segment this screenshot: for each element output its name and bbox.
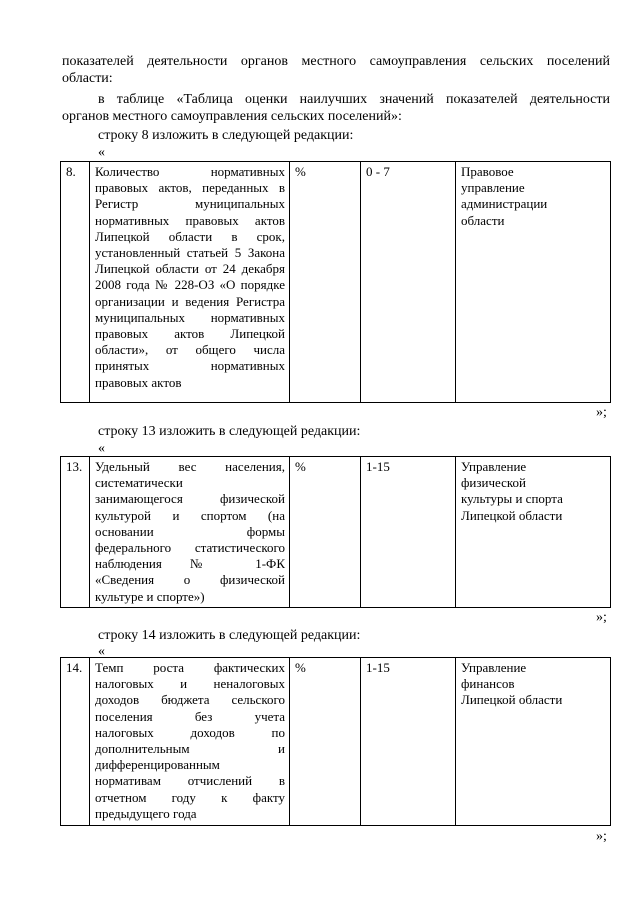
table-row — [61, 162, 611, 403]
unit-cell: % — [290, 162, 361, 403]
description-line: правовых актов — [95, 374, 182, 390]
indicator-description — [90, 457, 290, 608]
description-line: Липецкой области от 24 декабря — [95, 261, 285, 277]
responsible-line: культуры и спорта — [461, 491, 563, 507]
close-quote: »; — [596, 610, 607, 625]
responsible-line: Управление — [461, 660, 527, 675]
description-line: установленный статьей 5 Закона — [95, 245, 285, 261]
description-line: Удельный вес населения, — [95, 459, 285, 474]
description-line: доходов бюджета сельского — [95, 692, 285, 708]
open-quote: « — [98, 145, 105, 160]
description-line: систематически — [95, 475, 183, 491]
responsible-cell — [456, 162, 611, 403]
description-line: правовых актов, переданных в — [95, 180, 285, 196]
table-row — [61, 457, 611, 608]
open-quote: « — [98, 441, 105, 456]
description-line: нормативных правовых актов — [95, 212, 285, 228]
description-line: наблюдения № 1-ФК — [95, 556, 285, 572]
row-number: 14. — [61, 658, 90, 826]
close-quote: »; — [596, 405, 607, 420]
range-cell: 1-15 — [361, 658, 456, 826]
description-line: организации и ведения Регистра — [95, 293, 285, 309]
indicator-description — [90, 658, 290, 826]
section-heading: строку 13 изложить в следующей редакции: — [98, 424, 361, 439]
open-quote: « — [98, 644, 105, 659]
unit-cell: % — [290, 457, 361, 608]
responsible-line: Управление — [461, 459, 527, 474]
indicator-table-row-13 — [60, 456, 611, 608]
intro-line-4: органов местного самоуправления сельских поселений»: — [62, 109, 402, 124]
responsible-line: физической — [461, 475, 526, 491]
description-line: дифференцированным — [95, 757, 220, 773]
responsible-line: администрации — [461, 196, 548, 212]
description-line: 2008 года № 228-ОЗ «О порядке — [95, 277, 285, 293]
description-line: основании формы — [95, 523, 285, 539]
description-line: занимающегося физической — [95, 491, 285, 507]
description-line: культуре и спорте») — [95, 588, 205, 604]
row-number: 13. — [61, 457, 90, 608]
responsible-cell — [456, 658, 611, 826]
intro-line-3: в таблице «Таблица оценки наилучших значений показателей деятельности — [98, 92, 610, 107]
table-row — [61, 658, 611, 826]
section-heading: строку 8 изложить в следующей редакции: — [98, 128, 354, 143]
description-line: муниципальных нормативных — [95, 309, 285, 325]
description-line: Темп роста фактических — [95, 660, 285, 675]
description-line: «Сведения о физической — [95, 572, 285, 588]
responsible-line: финансов — [461, 676, 515, 692]
description-line: культурой и спортом (на — [95, 507, 285, 523]
description-line: области», от общего числа — [95, 342, 285, 358]
unit-cell: % — [290, 658, 361, 826]
indicator-table-row-14 — [60, 657, 611, 826]
description-line: федерального статистического — [95, 540, 285, 556]
description-line: Количество нормативных — [95, 164, 285, 179]
responsible-line: Правовое — [461, 164, 514, 179]
description-line: Липецкой области в срок, — [95, 228, 285, 244]
description-line: налоговых доходов по — [95, 724, 285, 740]
description-line: поселения без учета — [95, 708, 285, 724]
responsible-cell — [456, 457, 611, 608]
indicator-table-row-8 — [60, 161, 611, 403]
responsible-line: Липецкой области — [461, 507, 563, 523]
description-line: правовых актов Липецкой — [95, 326, 285, 342]
range-cell: 1-15 — [361, 457, 456, 608]
indicator-description — [90, 162, 290, 403]
row-number: 8. — [61, 162, 90, 403]
description-line: предыдущего года — [95, 805, 197, 821]
responsible-line: управление — [461, 180, 525, 196]
description-line: нормативам отчислений в — [95, 773, 285, 789]
range-cell: 0 - 7 — [361, 162, 456, 403]
section-heading: строку 14 изложить в следующей редакции: — [98, 628, 361, 643]
responsible-line: области — [461, 212, 505, 228]
description-line: дополнительным и — [95, 741, 285, 757]
description-line: налоговых и неналоговых — [95, 676, 285, 692]
description-line: Регистр муниципальных — [95, 196, 285, 212]
close-quote: »; — [596, 829, 607, 844]
responsible-line: Липецкой области — [461, 692, 563, 708]
intro-line-2: области: — [62, 71, 113, 86]
intro-line-1: показателей деятельности органов местного самоуправления сельских поселений — [62, 54, 610, 69]
description-line: принятых нормативных — [95, 358, 285, 374]
description-line: отчетном году к факту — [95, 789, 285, 805]
